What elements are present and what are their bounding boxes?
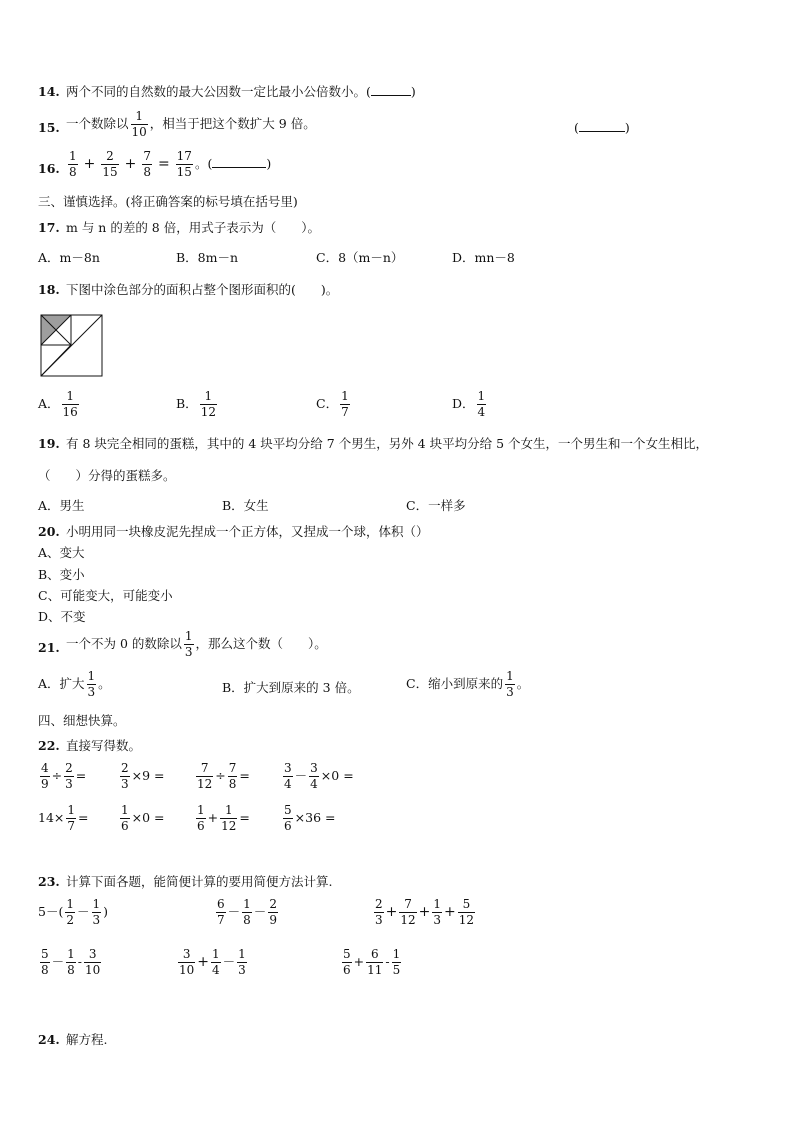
question-number: 19. [38,436,60,451]
question-text: 一个不为 0 的数除以 $\frac{1}{3}$ ，那么这个数（ ）。 [66,629,327,659]
question-number: 23. [38,874,60,889]
q23-expr-2: $\frac{6}{7}$ － $\frac{1}{8}$ － $\frac{2}{9}$ [217,897,277,927]
option-d[interactable]: D． $\frac{1}{4}$ [452,389,486,419]
q22-row1 [0,762,794,802]
q22-item: $\frac{3}{4}$ － $\frac{3}{4}$ ×0 = [284,761,354,791]
option-c[interactable]: C．缩小到原来的 $\frac{1}{3}$ 。 [406,669,530,699]
question-text: 一个数除以 $\frac{1}{10}$ ，相当于把这个数扩大 9 倍。 [66,109,316,139]
answer-bracket: ( ) [574,120,630,135]
question-text: 计算下面各题，能简便计算的要用简便方法计算. [66,874,333,889]
question-17 [0,218,794,248]
question-text-line2: （ ）分得的蛋糕多。 [38,468,176,483]
option-c[interactable]: C．8（m－n） [316,250,404,265]
q22-item: $\frac{4}{9}$ ÷ $\frac{2}{3}$ = [41,761,87,791]
q22-row2 [0,804,794,844]
q22-item: $\frac{1}{6}$ + $\frac{1}{12}$ = [197,803,250,833]
answer-blank[interactable] [579,131,625,132]
question-number: 15. [38,120,60,135]
question-20 [0,522,794,552]
q18-options [0,390,794,432]
q22-item: $\frac{2}{3}$ ×9 = [121,761,165,791]
option-c[interactable]: C．一样多 [406,498,466,513]
q23-expr-5: $\frac{3}{10}$ + $\frac{1}{4}$ － $\frac{1}{3}$ [179,947,246,977]
q22-item: $\frac{1}{6}$ ×0 = [121,803,165,833]
question-number: 24. [38,1032,60,1047]
section-heading: 三、谨慎选择。(将正确答案的标号填在括号里) [38,194,298,209]
option-b[interactable]: B．8m－n [176,250,239,265]
question-text: 两个不同的自然数的最大公因数一定比最小公倍数小。( ) [66,84,416,99]
q23-row1 [0,898,794,940]
fraction: $\frac{1}{10}$ [131,109,147,139]
answer-blank[interactable] [371,95,411,96]
question-text: 下图中涂色部分的面积占整个图形面积的( )。 [66,282,339,297]
q23-row2 [0,948,794,990]
shaded-square-figure [40,314,103,377]
question-number: 17. [38,220,60,235]
question-16 [0,150,794,190]
question-number: 20. [38,524,60,539]
option-d[interactable]: D、不变 [38,609,86,624]
option-a[interactable]: A．男生 [38,498,85,513]
option-b[interactable]: B． $\frac{1}{12}$ [176,389,216,419]
q23-expr-4: $\frac{5}{8}$ － $\frac{1}{8}$ - $\frac{3}{10}$ [41,947,101,977]
option-a[interactable]: A、变大 [38,545,85,560]
question-text: 直接写得数。 [66,738,142,753]
q23-expr-6: $\frac{5}{6}$ + $\frac{6}{11}$ - $\frac{1}{5}$ [343,947,401,977]
option-b[interactable]: B．扩大到原来的 3 倍。 [222,680,360,695]
question-text: 小明用同一块橡皮泥先捏成一个正方体，又捏成一个球，体积（） [66,524,429,539]
question-number: 14. [38,84,60,99]
answer-blank[interactable] [212,167,266,168]
question-19 [0,434,794,464]
option-a[interactable]: A．扩大 $\frac{1}{3}$ 。 [38,669,111,699]
q23-expr-3: $\frac{2}{3}$ + $\frac{7}{12}$ + $\frac{1}{3}$ + $\frac{5}{12}$ [375,897,475,927]
question-number: 21. [38,640,60,655]
question-text: m 与 n 的差的 8 倍，用式子表示为（ ）。 [66,220,320,235]
question-21 [0,630,794,670]
section-heading: 四、细想快算。 [38,713,126,728]
q17-options [0,248,794,278]
option-d[interactable]: D．mn－8 [452,250,515,265]
question-number: 18. [38,282,60,297]
option-b[interactable]: B．女生 [222,498,269,513]
q22-item: $\frac{7}{12}$ ÷ $\frac{7}{8}$ = [197,761,250,791]
option-c[interactable]: C、可能变大，可能变小 [38,588,173,603]
option-b[interactable]: B、变小 [38,567,85,582]
q21-options [0,670,794,710]
question-text: 解方程. [66,1032,108,1047]
q22-item: 14× $\frac{1}{7}$ = [38,803,89,833]
q23-expr-1: 5－( $\frac{1}{2}$ － $\frac{1}{3}$ ) [38,897,109,927]
question-number: 22. [38,738,60,753]
question-14 [0,82,794,112]
option-a[interactable]: A．m－8n [38,250,100,265]
question-text-line1: 有 8 块完全相同的蛋糕，其中的 4 块平均分给 7 个男生，另外 4 块平均分给 5 个女生，一个男生和一个女生相比， [66,436,709,451]
question-18 [0,280,794,310]
q22-item: $\frac{5}{6}$ ×36 = [284,803,336,833]
option-c[interactable]: C． $\frac{1}{7}$ [316,389,349,419]
option-a[interactable]: A． $\frac{1}{16}$ [38,389,78,419]
question-15 [0,110,794,150]
equation: $\frac{1}{8}$ + $\frac{2}{15}$ + $\frac{7}{8}$ = $\frac{17}{15}$ 。( ) [69,149,272,179]
question-24 [0,1030,794,1060]
question-number: 16. [38,161,60,176]
